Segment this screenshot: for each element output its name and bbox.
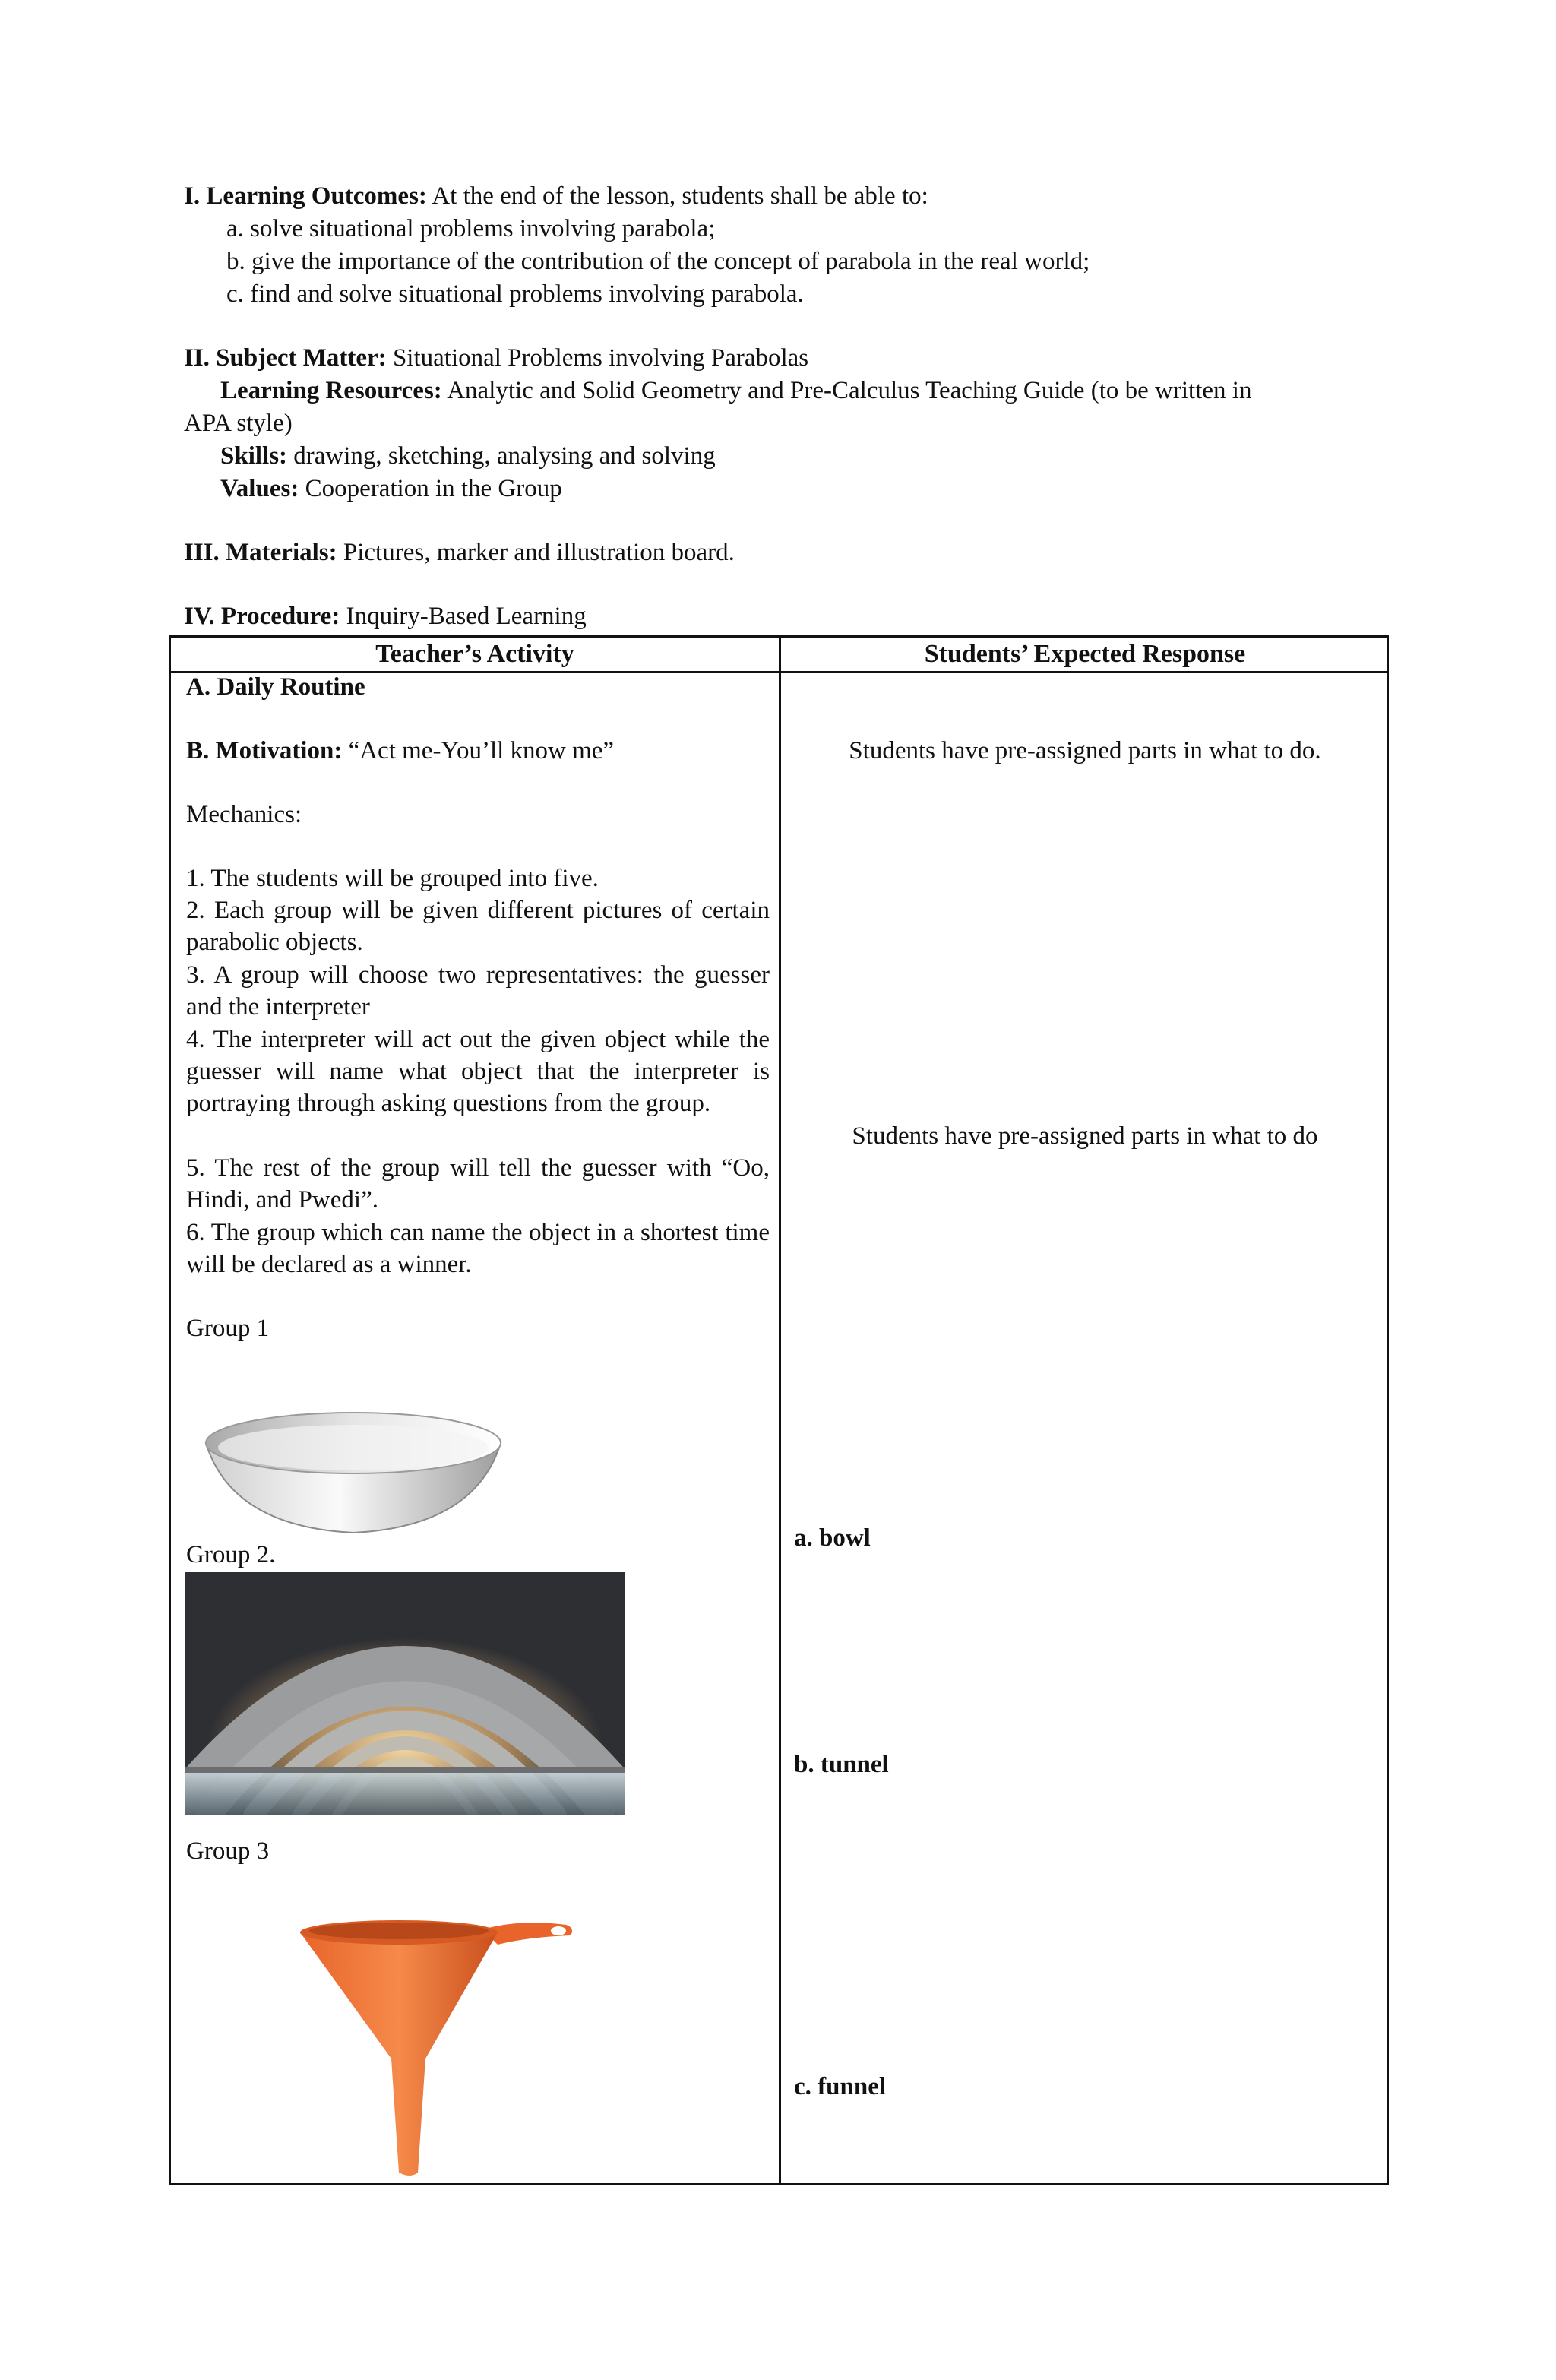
group3-label: Group 3: [186, 1837, 270, 1865]
materials-value: Pictures, marker and illustration board.: [337, 539, 735, 566]
values-value: Cooperation in the Group: [299, 475, 562, 502]
mechanics-step: 4. The interpreter will act out the given object while the guesser will name what object that the interpreter is portraying through asking questions from the group.: [186, 1026, 770, 1117]
bowl-image: [201, 1397, 505, 1542]
outcomes-heading: I. Learning Outcomes:: [184, 182, 427, 210]
header-teacher-activity: Teacher’s Activity: [375, 640, 574, 668]
outcomes-line: [184, 180, 928, 212]
mechanics-step: 2. Each group will be given different pictures of certain parabolic objects.: [186, 897, 770, 956]
outcome-item: a. solve situational problems involving parabola;: [226, 215, 716, 242]
answer-funnel: c. funnel: [794, 2073, 887, 2100]
resources-label: Learning Resources:: [220, 377, 442, 404]
skills-label: Skills:: [220, 442, 288, 470]
values-line: [220, 473, 562, 505]
answer-bowl: a. bowl: [794, 1524, 871, 1552]
tunnel-image: [185, 1572, 625, 1815]
header-students-response: Students’ Expected Response: [924, 640, 1246, 668]
subject-heading: II. Subject Matter:: [184, 344, 387, 372]
group2-label: Group 2.: [186, 1541, 276, 1568]
resources-value: Analytic and Solid Geometry and Pre-Calculus Teaching Guide (to be written in: [441, 377, 1252, 404]
mechanics-label: Mechanics:: [186, 801, 302, 828]
materials-line: [184, 536, 735, 568]
outcome-item: b. give the importance of the contribution of the concept of parabola in the real world;: [226, 248, 1090, 275]
motivation-label: B. Motivation:: [186, 737, 343, 764]
resources-value-cont: APA style): [184, 410, 293, 437]
subject-value: Situational Problems involving Parabolas: [386, 344, 809, 372]
outcomes-intro: At the end of the lesson, students shall be able to:: [426, 182, 928, 210]
response-mechanics: Students have pre-assigned parts in what to do: [852, 1122, 1318, 1150]
procedure-line: [184, 600, 587, 632]
daily-routine: A. Daily Routine: [186, 673, 365, 701]
subject-line: [184, 342, 808, 374]
procedure-table: [169, 635, 1389, 2185]
procedure-value: Inquiry-Based Learning: [340, 603, 587, 630]
mechanics-step: 3. A group will choose two representatives: the guesser and the interpreter: [186, 961, 770, 1021]
answer-tunnel: b. tunnel: [794, 1751, 889, 1778]
mechanics-step: 6. The group which can name the object in a shortest time will be declared as a winner.: [186, 1219, 770, 1278]
resources-line: [220, 375, 1251, 407]
mechanics-step: 1. The students will be grouped into five.: [186, 865, 599, 892]
motivation-value: “Act me-You’ll know me”: [342, 737, 615, 764]
motivation-line: [186, 735, 614, 767]
mechanics-step: 5. The rest of the group will tell the guesser with “Oo, Hindi, and Pwedi”.: [186, 1154, 770, 1214]
skills-value: drawing, sketching, analysing and solving: [287, 442, 716, 470]
values-label: Values:: [220, 475, 299, 502]
response-motivation: Students have pre-assigned parts in what to do.: [849, 737, 1321, 764]
funnel-image: [293, 1914, 581, 2180]
outcome-item: c. find and solve situational problems involving parabola.: [226, 280, 804, 308]
column-divider: [779, 638, 781, 2183]
skills-line: [220, 440, 716, 472]
procedure-heading: IV. Procedure:: [184, 603, 340, 630]
materials-heading: III. Materials:: [184, 539, 337, 566]
group1-label: Group 1: [186, 1315, 270, 1342]
